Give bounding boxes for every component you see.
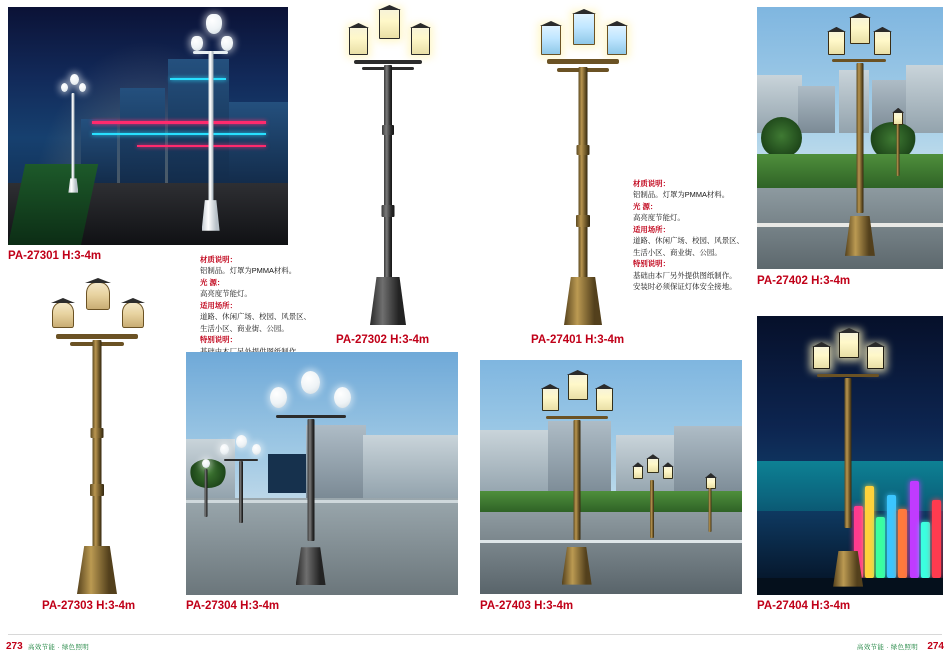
spec-block-right [633,178,751,293]
page-number-left: 273 [6,641,23,652]
spec-place-header: 适用场所： [200,300,237,310]
lamp-figure [182,12,240,231]
spec-place-text-1: 道路、休闲广场、校园、风景区、 [200,312,311,322]
spec2-place-header: 适用场所： [633,224,670,234]
footer-tagline-right: 高效节能 · 绿色照明 [856,644,918,651]
caption-pa-27403: PA-27403 H:3-4m [480,600,574,612]
spec-material-text: 铝制品。灯罩为PMMA材料。 [200,266,297,276]
spec2-material-text: 铝制品。灯罩为PMMA材料。 [633,190,730,200]
spec2-note-text-1: 基础由本厂另外提供图纸制作。 [633,270,737,280]
caption-pa-27404: PA-27404 H:3-4m [757,600,851,612]
spec-light-header: 光 源： [200,277,225,287]
spec2-light-header: 光 源： [633,201,658,211]
product-render-pa-27401 [513,5,653,325]
spec2-light-text: 高亮度节能灯。 [633,213,685,223]
product-photo-pa-27301 [8,7,288,245]
spec-note-header: 特别说明： [200,335,237,345]
caption-pa-27401: PA-27401 H:3-4m [531,334,625,346]
caption-pa-27303: PA-27303 H:3-4m [42,600,136,612]
spec2-note-header: 特别说明： [633,259,670,269]
lamp-figure [538,374,616,585]
product-photo-pa-27404 [757,316,943,595]
lamp-figure [824,15,896,256]
footer-tagline-left: 高效节能 · 绿色照明 [28,644,90,651]
spec2-place-text-2: 生活小区、商业街、公园。 [633,247,722,257]
page-number-right: 274 [927,641,944,652]
caption-pa-27301: PA-27301 H:3-4m [8,250,102,262]
lamp-figure [268,371,354,585]
spec-material-header: 材质说明： [200,255,237,264]
spec-place-text-2: 生活小区、商业街、公园。 [200,323,289,333]
footer-divider [8,634,942,635]
spec2-material-header: 材质说明： [633,179,670,188]
spec2-note-text-2: 安装时必须保证灯体安全接地。 [633,282,737,292]
caption-pa-27402: PA-27402 H:3-4m [757,275,851,287]
product-render-pa-27302 [318,5,458,325]
lamp-figure [809,330,887,587]
caption-pa-27302: PA-27302 H:3-4m [336,334,430,346]
product-photo-pa-27403 [480,360,742,594]
spec2-place-text-1: 道路、休闲广场、校园、风景区、 [633,236,744,246]
product-photo-pa-27304 [186,352,458,595]
product-render-pa-27303 [22,278,172,594]
spec-light-text: 高亮度节能灯。 [200,289,252,299]
caption-pa-27304: PA-27304 H:3-4m [186,600,280,612]
product-photo-pa-27402 [757,7,943,269]
